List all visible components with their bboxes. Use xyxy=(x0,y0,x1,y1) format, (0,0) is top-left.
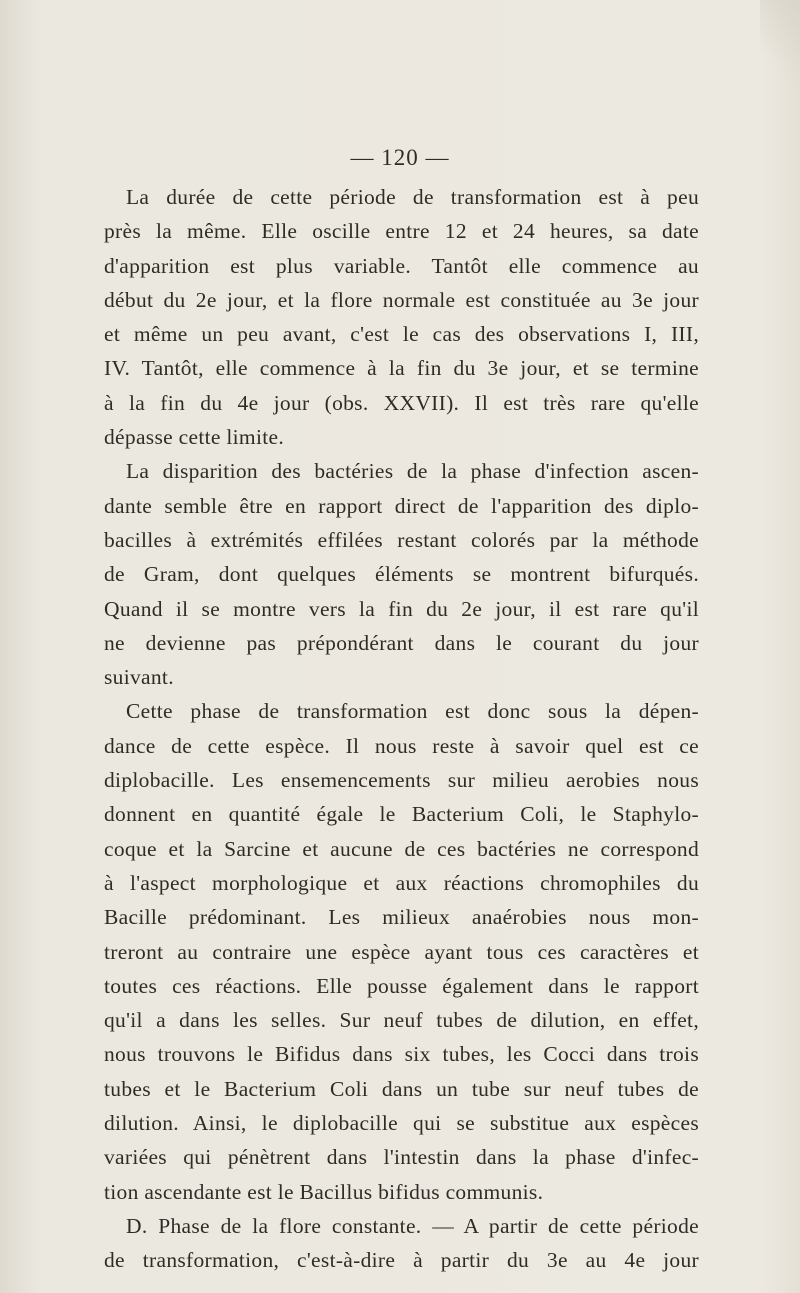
text-line: suivant. xyxy=(104,665,174,690)
text-line: dépasse cette limite. xyxy=(104,425,285,450)
text-line: dance de cette espèce. Il nous reste à savoir quel est ce xyxy=(104,733,699,758)
text-line: donnent en quantité égale le Bacterium Coli, le Staphylo- xyxy=(104,802,699,827)
text-line: IV. Tantôt, elle commence à la fin du 3e jour, et se termine xyxy=(104,356,699,381)
text-line: toutes ces réactions. Elle pousse également dans le rapport xyxy=(104,973,699,998)
text-line: de transformation, c'est-à-dire à partir du 3e au 4e jour xyxy=(104,1248,699,1273)
text-line: La durée de cette période de transformation est à peu xyxy=(126,185,699,209)
text-line: La disparition des bactéries de la phase d'infection ascen- xyxy=(126,459,699,484)
text-line: dante semble être en rapport direct de l'apparition des diplo- xyxy=(104,493,699,518)
text-line: tubes et le Bacterium Coli dans un tube sur neuf tubes de xyxy=(104,1076,699,1101)
text-line: Quand il se montre vers la fin du 2e jour, il est rare qu'il xyxy=(104,596,699,621)
text-line: tion ascendante est le Bacillus bifidus communis. xyxy=(104,1179,544,1204)
text-line: coque et la Sarcine et aucune de ces bactéries ne correspond xyxy=(104,836,699,861)
text-line: de Gram, dont quelques éléments se montrent bifurqués. xyxy=(104,562,699,587)
text-line: Bacille prédominant. Les milieux anaérobies nous mon- xyxy=(104,905,699,930)
text-line: treront au contraire une espèce ayant tous ces caractères et xyxy=(104,939,699,964)
text-line: et même un peu avant, c'est le cas des observations I, III, xyxy=(104,322,699,347)
page-number: — 120 — xyxy=(350,145,450,170)
text-line: d'apparition est plus variable. Tantôt elle commence au xyxy=(104,253,699,278)
text-line: nous trouvons le Bifidus dans six tubes, les Cocci dans trois xyxy=(104,1042,699,1067)
text-line: qu'il a dans les selles. Sur neuf tubes de dilution, en effet, xyxy=(104,1008,699,1033)
text-line: dilution. Ainsi, le diplobacille qui se substitue aux espèces xyxy=(104,1111,699,1136)
text-line: Cette phase de transformation est donc sous la dépen- xyxy=(126,699,699,724)
text-line: variées qui pénètrent dans l'intestin dans la phase d'infec- xyxy=(104,1145,699,1170)
text-line: bacilles à extrémités effilées restant colorés par la méthode xyxy=(104,527,699,552)
text-line: à l'aspect morphologique et aux réactions chromophiles du xyxy=(104,870,699,895)
text-line: à la fin du 4e jour (obs. XXVII). Il est très rare qu'elle xyxy=(104,390,699,415)
text-line: ne devienne pas prépondérant dans le courant du jour xyxy=(104,630,699,655)
text-line: début du 2e jour, et la flore normale est constituée au 3e jour xyxy=(104,287,699,312)
text-line: diplobacille. Les ensemencements sur milieu aerobies nous xyxy=(104,768,699,793)
body-text xyxy=(104,180,699,1278)
text-line: près la même. Elle oscille entre 12 et 24 heures, sa date xyxy=(104,219,699,244)
text-line: D. Phase de la flore constante. — A partir de cette période xyxy=(126,1213,699,1238)
page-corner-shadow xyxy=(760,0,800,90)
